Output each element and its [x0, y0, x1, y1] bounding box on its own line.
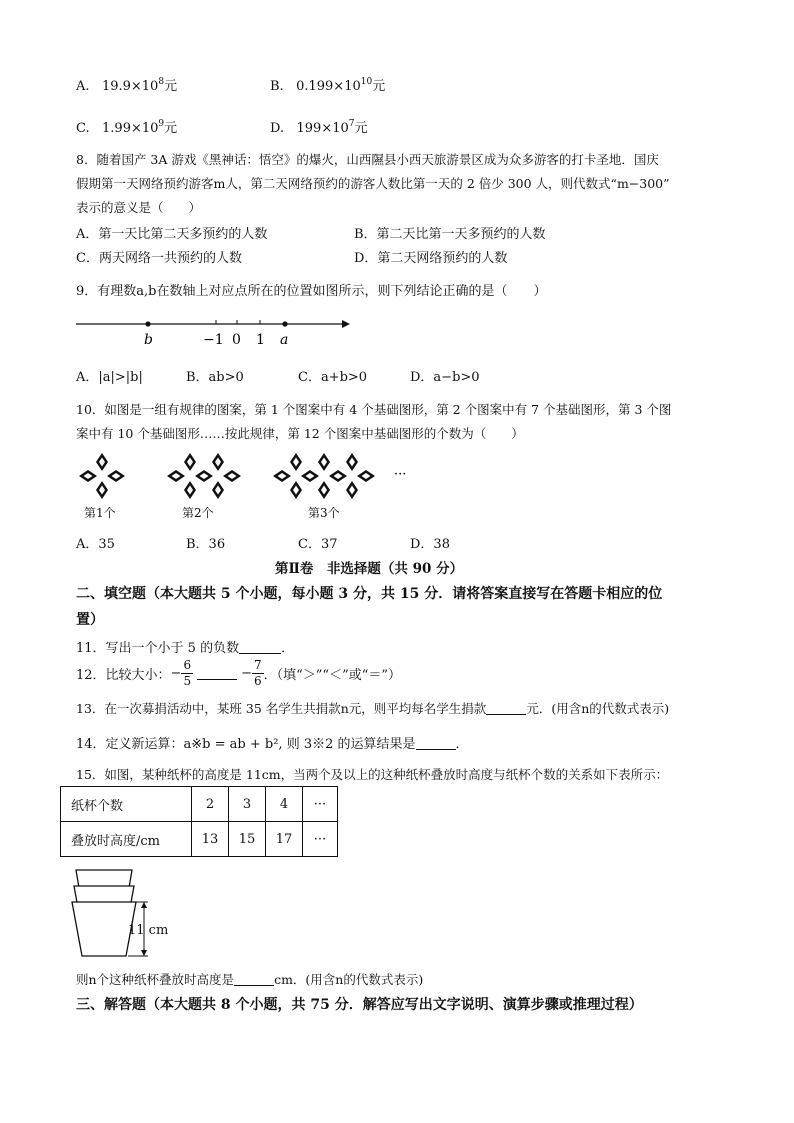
q7-c-mantissa: 1.99×10 [102, 121, 159, 136]
q13-text: 13．在一次募捐活动中，某班 35 名学生共捐款n元，则平均每名学生捐款 [76, 701, 487, 716]
q7-option-c [76, 117, 177, 136]
table-row [61, 787, 338, 822]
q8-stem-line1: 8．随着国产 3A 游戏《黑神话：悟空》的爆火，山西隰县小西天旅游景区成为众多游客的打卡圣地．国庆 [76, 152, 659, 167]
q10-option-c: C．37 [298, 537, 338, 552]
table-cell: 3 [229, 787, 266, 822]
q10-option-b: B．36 [186, 537, 226, 552]
q14-answer-blank[interactable] [416, 737, 456, 750]
number-line-arrow [342, 320, 350, 328]
q14-post: ． [455, 737, 469, 752]
q12 [76, 655, 401, 691]
q12-frac2-num: 7 [254, 657, 262, 672]
label-neg1: −1 [203, 332, 224, 348]
q7-b-mantissa: 0.199×10 [296, 79, 361, 94]
q12-fraction-2 [252, 658, 264, 689]
pattern-1 [79, 453, 125, 499]
table-cell: 叠放时高度/cm [61, 822, 192, 857]
q7-c-unit: 元 [164, 121, 178, 136]
pattern-2 [167, 453, 241, 499]
q12-frac2-sign: − [241, 665, 252, 681]
q8-option-b: B．第二天比第一天多预约的人数 [354, 227, 546, 242]
q15-stem: 15．如图，某种纸杯的高度是 11cm，当两个及以上的这种纸杯叠放时高度与纸杯个数的关系如下表所示： [76, 767, 669, 782]
table-cell: 17 [266, 822, 303, 857]
stacked-cups-figure [70, 864, 180, 964]
table-cell: 15 [229, 822, 266, 857]
q8-option-c: C．两天网络一共预约的人数 [76, 251, 242, 266]
table-row [61, 822, 338, 857]
number-line-figure [70, 312, 360, 352]
point-a [282, 321, 287, 326]
cup-bottom [72, 902, 136, 956]
q14-text: 14．定义新运算：a※b = ab + b², 则 3※2 的运算结果是 [76, 737, 416, 752]
q7-b-unit: 元 [372, 79, 386, 94]
q11 [76, 637, 294, 656]
q10-option-a: A．35 [76, 537, 115, 552]
dimension-arrow-up [141, 902, 147, 908]
table-cell: ··· [303, 822, 338, 857]
label-a: a [280, 332, 289, 348]
q12-frac2-den: 6 [254, 673, 262, 688]
q7-c-exponent: 9 [158, 119, 165, 129]
section2-heading-line2: 置） [76, 612, 104, 628]
q7-option-b [270, 75, 385, 94]
pattern-3 [273, 453, 375, 499]
q7-d-mantissa: 199×10 [296, 121, 349, 136]
table-cell: ··· [303, 787, 338, 822]
q11-answer-blank[interactable] [239, 641, 281, 654]
q10-stem-line1: 10．如图是一组有规律的图案，第 1 个图案中有 4 个基础图形，第 2 个图案中有 7 个基础图形，第 3 个图 [76, 402, 672, 417]
point-b [145, 321, 150, 326]
q15-answer-blank[interactable] [234, 973, 274, 986]
part2-title: 第Ⅱ卷 非选择题（共 90 分） [275, 561, 464, 577]
pattern-caption-3: 第3个 [308, 506, 340, 520]
q12-frac1-num: 6 [183, 657, 192, 672]
q7-d-unit: 元 [354, 121, 368, 136]
table-cell: 4 [266, 787, 303, 822]
pattern-caption-1: 第1个 [84, 506, 116, 520]
q15-answer-post: cm．(用含n的代数式表示) [274, 972, 424, 987]
pattern-ellipsis: ··· [394, 467, 407, 482]
q9-option-b: B．ab>0 [186, 370, 244, 385]
section3-heading: 三、解答题（本大题共 8 个小题，共 75 分．解答应写出文字说明、演算步骤或推理过程） [76, 997, 643, 1013]
q15-answer-line [76, 970, 423, 988]
dimension-arrow-down [141, 950, 147, 956]
q8-option-d: D．第二天网络预约的人数 [354, 251, 508, 266]
q9-option-d: D．a−b>0 [410, 370, 480, 385]
q7-c-label: C. [76, 121, 90, 136]
q7-b-exponent: 10 [360, 77, 373, 87]
q12-text: 12．比较大小： [76, 667, 171, 683]
q7-d-exponent: 7 [348, 119, 355, 129]
q8-stem-line2: 假期第一天网络预约游客m人，第二天网络预约的游客人数比第一天的 2 倍少 300 人，则代数式“m−300” [76, 176, 670, 191]
q15-table [60, 786, 338, 857]
q9-option-a: A．|a|>|b| [76, 370, 143, 385]
q14 [76, 733, 469, 752]
label-0: 0 [232, 332, 241, 348]
q9-stem: 9．有理数a,b在数轴上对应点所在的位置如图所示，则下列结论正确的是（ ） [76, 284, 547, 299]
q12-frac1-den: 5 [183, 673, 192, 688]
q11-text: 11．写出一个小于 5 的负数 [76, 641, 240, 656]
q15-answer-text: 则n个这种纸杯叠放时高度是 [76, 972, 235, 987]
q12-post: ．（填“＞”“＜”或“＝”） [263, 667, 402, 683]
q11-post: ． [281, 641, 295, 656]
q13-answer-blank[interactable] [486, 702, 526, 715]
q7-d-label: D. [270, 121, 285, 136]
label-b: b [144, 332, 153, 348]
label-1: 1 [256, 332, 265, 348]
q8-stem-line3: 表示的意义是（ ） [76, 200, 202, 215]
table-cell: 2 [192, 787, 229, 822]
q7-a-exponent: 8 [158, 77, 165, 87]
q7-a-unit: 元 [164, 79, 178, 94]
q12-answer-blank[interactable] [197, 667, 237, 680]
q12-fraction-1 [181, 658, 193, 689]
table-cell: 纸杯个数 [61, 787, 192, 822]
pattern-caption-2: 第2个 [182, 506, 214, 520]
q10-stem-line2: 案中有 10 个基础图形……按此规律，第 12 个图案中基础图形的个数为（ ） [76, 426, 524, 441]
q7-a-mantissa: 19.9×10 [101, 79, 159, 94]
q8-option-a: A．第一天比第二天多预约的人数 [76, 227, 268, 242]
table-cell: 13 [192, 822, 229, 857]
q9-option-c: C．a+b>0 [298, 370, 368, 385]
pattern-figures [72, 448, 432, 504]
q13 [76, 699, 669, 717]
section2-heading-line1: 二、填空题（本大题共 5 个小题，每小题 3 分，共 15 分．请将答案直接写在答题卡相应的位 [76, 586, 663, 602]
q10-option-d: D．38 [410, 537, 450, 552]
cup-height-label: 11 cm [128, 923, 169, 938]
q12-frac1-sign: − [170, 665, 182, 681]
q7-option-d [270, 117, 368, 136]
q7-b-label: B. [270, 79, 284, 94]
q7-option-a [76, 75, 177, 94]
q13-post: 元．(用含n的代数式表示) [526, 701, 670, 716]
q7-a-label: A. [76, 79, 90, 94]
